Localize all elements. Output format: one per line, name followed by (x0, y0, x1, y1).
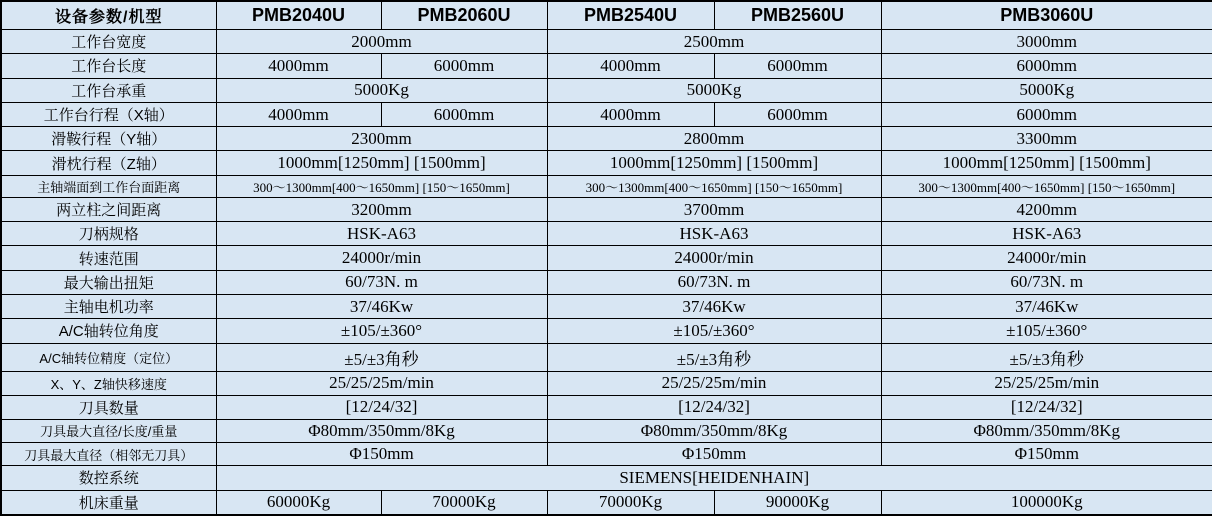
row-label: 数控系统 (1, 466, 216, 490)
header-row (1, 1, 1212, 30)
spec-row (1, 151, 1212, 175)
spec-cell: 300～1300mm[400～1650mm] [150～1650mm] (881, 175, 1212, 197)
row-label: A/C轴转位角度 (1, 319, 216, 343)
spec-row (1, 295, 1212, 319)
spec-cell: 25/25/25m/min (216, 372, 547, 395)
spec-cell: HSK-A63 (216, 222, 547, 246)
spec-cell: 5000Kg (547, 78, 881, 102)
spec-cell: 4000mm (547, 54, 714, 78)
spec-cell: Φ150mm (547, 443, 881, 466)
row-label: 转速范围 (1, 246, 216, 270)
spec-cell: 3000mm (881, 30, 1212, 54)
spec-cell: 70000Kg (381, 490, 547, 515)
spec-cell: 24000r/min (216, 246, 547, 270)
row-label: 刀具数量 (1, 395, 216, 419)
spec-cell: 3300mm (881, 127, 1212, 151)
spec-cell: 6000mm (881, 54, 1212, 78)
spec-cell: 3700mm (547, 197, 881, 221)
spec-cell: ±105/±360° (881, 319, 1212, 343)
spec-cell: 300～1300mm[400～1650mm] [150～1650mm] (547, 175, 881, 197)
spec-cell: 6000mm (381, 102, 547, 126)
spec-cell: 70000Kg (547, 490, 714, 515)
spec-row (1, 127, 1212, 151)
row-label: 机床重量 (1, 490, 216, 515)
spec-cell: [12/24/32] (547, 395, 881, 419)
spec-row (1, 102, 1212, 126)
header-model-pmb2040u: PMB2040U (216, 1, 381, 30)
row-label: X、Y、Z轴快移速度 (1, 372, 216, 395)
spec-cell: 24000r/min (881, 246, 1212, 270)
row-label: A/C轴转位精度（定位） (1, 343, 216, 372)
spec-cell: 3200mm (216, 197, 547, 221)
spec-cell: 1000mm[1250mm] [1500mm] (216, 151, 547, 175)
spec-cell: 6000mm (381, 54, 547, 78)
row-label: 两立柱之间距离 (1, 197, 216, 221)
spec-cell: HSK-A63 (547, 222, 881, 246)
spec-cell: 60000Kg (216, 490, 381, 515)
header-model-pmb2060u: PMB2060U (381, 1, 547, 30)
spec-row (1, 222, 1212, 246)
spec-cell: SIEMENS[HEIDENHAIN] (216, 466, 1212, 490)
row-label: 主轴端面到工作台面距离 (1, 175, 216, 197)
spec-cell: 6000mm (881, 102, 1212, 126)
row-label: 工作台承重 (1, 78, 216, 102)
spec-cell: 37/46Kw (547, 295, 881, 319)
spec-row (1, 54, 1212, 78)
spec-cell: ±5/±3角秒 (216, 343, 547, 372)
spec-row (1, 319, 1212, 343)
spec-cell: ±5/±3角秒 (881, 343, 1212, 372)
spec-cell: Φ150mm (881, 443, 1212, 466)
spec-row (1, 78, 1212, 102)
spec-cell: Φ80mm/350mm/8Kg (216, 419, 547, 442)
spec-cell: 6000mm (714, 102, 881, 126)
spec-cell: 100000Kg (881, 490, 1212, 515)
spec-cell: 5000Kg (881, 78, 1212, 102)
spec-cell: 37/46Kw (216, 295, 547, 319)
spec-cell: 300～1300mm[400～1650mm] [150～1650mm] (216, 175, 547, 197)
row-label: 滑枕行程（Z轴） (1, 151, 216, 175)
spec-row (1, 197, 1212, 221)
row-label: 工作台宽度 (1, 30, 216, 54)
spec-row (1, 443, 1212, 466)
spec-row (1, 343, 1212, 372)
spec-cell: Φ80mm/350mm/8Kg (881, 419, 1212, 442)
spec-cell: 1000mm[1250mm] [1500mm] (881, 151, 1212, 175)
header-model-pmb2540u: PMB2540U (547, 1, 714, 30)
spec-cell: 6000mm (714, 54, 881, 78)
spec-cell: 1000mm[1250mm] [1500mm] (547, 151, 881, 175)
spec-cell: 2300mm (216, 127, 547, 151)
spec-cell: ±105/±360° (547, 319, 881, 343)
spec-cell: Φ150mm (216, 443, 547, 466)
spec-table-body (1, 30, 1212, 516)
spec-cell: 5000Kg (216, 78, 547, 102)
spec-cell: 25/25/25m/min (547, 372, 881, 395)
spec-cell: HSK-A63 (881, 222, 1212, 246)
spec-cell: 60/73N. m (881, 270, 1212, 294)
spec-cell: 4000mm (216, 102, 381, 126)
spec-row (1, 395, 1212, 419)
spec-cell: 25/25/25m/min (881, 372, 1212, 395)
spec-cell: 24000r/min (547, 246, 881, 270)
row-label: 主轴电机功率 (1, 295, 216, 319)
row-label: 刀柄规格 (1, 222, 216, 246)
spec-cell: 60/73N. m (216, 270, 547, 294)
spec-row (1, 246, 1212, 270)
row-label: 刀具最大直径/长度/重量 (1, 419, 216, 442)
spec-cell: 4200mm (881, 197, 1212, 221)
spec-cell: 90000Kg (714, 490, 881, 515)
spec-cell: 2500mm (547, 30, 881, 54)
row-label: 刀具最大直径（相邻无刀具） (1, 443, 216, 466)
spec-cell: 37/46Kw (881, 295, 1212, 319)
row-label: 最大输出扭矩 (1, 270, 216, 294)
spec-cell: [12/24/32] (881, 395, 1212, 419)
spec-cell: 2000mm (216, 30, 547, 54)
spec-row (1, 466, 1212, 490)
spec-cell: 60/73N. m (547, 270, 881, 294)
row-label: 滑鞍行程（Y轴） (1, 127, 216, 151)
spec-row (1, 270, 1212, 294)
spec-row (1, 30, 1212, 54)
header-model-pmb3060u: PMB3060U (881, 1, 1212, 30)
spec-row (1, 419, 1212, 442)
spec-cell: ±5/±3角秒 (547, 343, 881, 372)
row-label: 工作台行程（X轴） (1, 102, 216, 126)
spec-cell: Φ80mm/350mm/8Kg (547, 419, 881, 442)
spec-cell: ±105/±360° (216, 319, 547, 343)
spec-cell: 2800mm (547, 127, 881, 151)
spec-cell: 4000mm (547, 102, 714, 126)
header-param-label: 设备参数/机型 (1, 1, 216, 30)
spec-cell: [12/24/32] (216, 395, 547, 419)
spec-row (1, 490, 1212, 515)
spec-cell: 4000mm (216, 54, 381, 78)
spec-row (1, 175, 1212, 197)
spec-row (1, 372, 1212, 395)
row-label: 工作台长度 (1, 54, 216, 78)
header-model-pmb2560u: PMB2560U (714, 1, 881, 30)
